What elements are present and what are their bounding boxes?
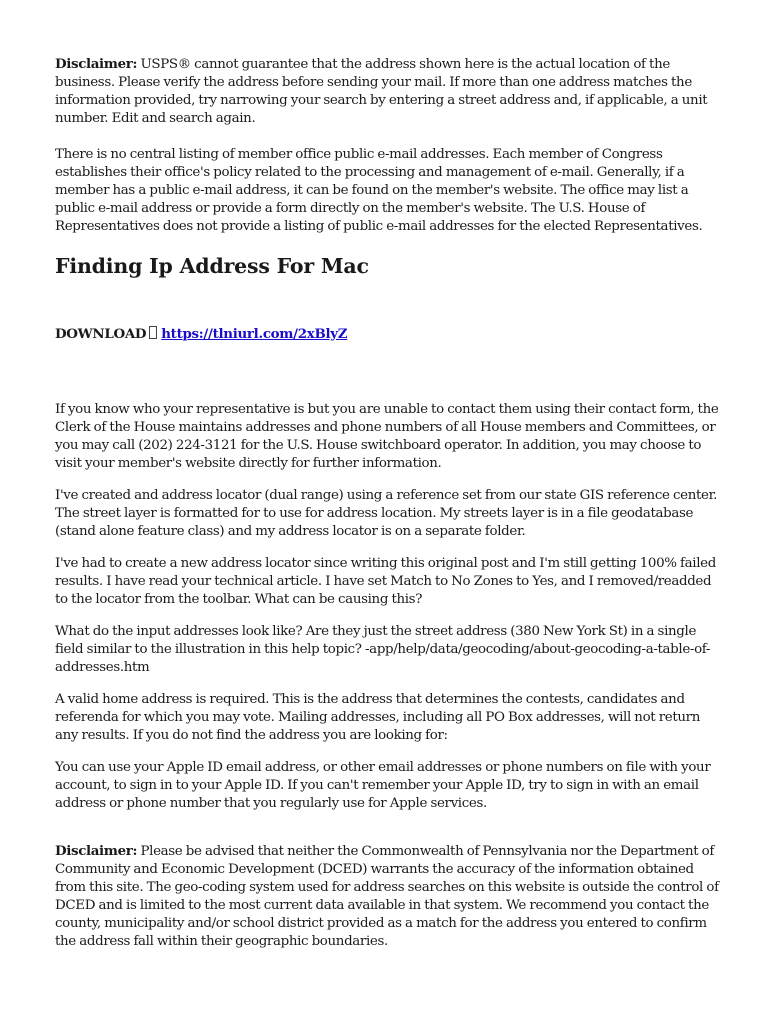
dced-disclaimer xyxy=(55,842,720,951)
representative-paragraph: If you know who your representative is but you are unable to contact them using their contact form, the Clerk of the House maintains addresses and phone numbers of all House members and Committees, or you may call (202) 224-3121 for the U.S. House switchboard operator. In addition, you may choose to visit your member's website directly for further information. xyxy=(55,402,719,471)
disclaimer-label: Disclaimer: xyxy=(55,56,138,72)
download-link[interactable]: https://tlniurl.com/2xBlyZ xyxy=(161,326,348,342)
apple-id-paragraph: You can use your Apple ID email address, or other email addresses or phone numbers on file with your account, to sign in to your Apple ID. If you can't remember your Apple ID, try to sign in with an email address or phone number that you regularly use for Apple services. xyxy=(55,760,711,811)
usps-disclaimer xyxy=(55,55,720,128)
download-label: DOWNLOAD xyxy=(55,326,147,342)
failed-results-paragraph: I've had to create a new address locator since writing this original post and I'm still getting 100% failed results. I have read your technical article. I have set Match to No Zones to Yes, and I removed/readded to the locator from the toolbar. What can be causing this? xyxy=(55,556,716,607)
disclaimer-label: Disclaimer: xyxy=(55,843,138,859)
page-title: Finding Ip Address For Mac xyxy=(55,254,369,278)
address-locator-paragraph: I've created and address locator (dual range) using a reference set from our state GIS reference center. The street layer is formatted for to use for address location. My streets layer is in a file geodatabase (stand alone feature class) and my address locator is on a separate folder. xyxy=(55,488,718,539)
document-page xyxy=(55,55,720,951)
valid-home-address-paragraph: A valid home address is required. This is the address that determines the contests, candidates and referenda for which you may vote. Mailing addresses, including all PO Box addresses, will not return any results. If you do not find the address you are looking for: xyxy=(55,692,700,743)
disclaimer-text: USPS® cannot guarantee that the address shown here is the actual location of the business. Please verify the address before sending your mail. If more than one address matches the information provided, try narrowing your search by entering a street address and, if applicable, a unit number. Edit and search again. xyxy=(55,57,708,126)
input-addresses-paragraph: What do the input addresses look like? Are they just the street address (380 New York St) in a single field similar to the illustration in this help topic? -app/help/data/geocoding/about-geocoding-a-table-of-addresses.htm xyxy=(55,624,711,675)
missing-glyph-icon xyxy=(149,326,157,339)
congress-email-paragraph: There is no central listing of member office public e-mail addresses. Each member of Congress establishes their office's policy related to the processing and management of e-mail. Generally, if a member has a public e-mail address, it can be found on the member's website. The office may list a public e-mail address or provide a form directly on the member's website. The U.S. House of Representatives does not provide a listing of public e-mail addresses for the elected Representatives. xyxy=(55,147,703,234)
download-line xyxy=(55,325,720,343)
disclaimer-text: Please be advised that neither the Commonwealth of Pennsylvania nor the Department of Community and Economic Development (DCED) warrants the accuracy of the information obtained from this site. The geo-coding system used for address searches on this website is outside the control of DCED and is limited to the most current data available in that system. We recommend you contact the county, municipality and/or school district provided as a match for the address you entered to confirm the address fall within their geographic boundaries. xyxy=(55,844,719,949)
